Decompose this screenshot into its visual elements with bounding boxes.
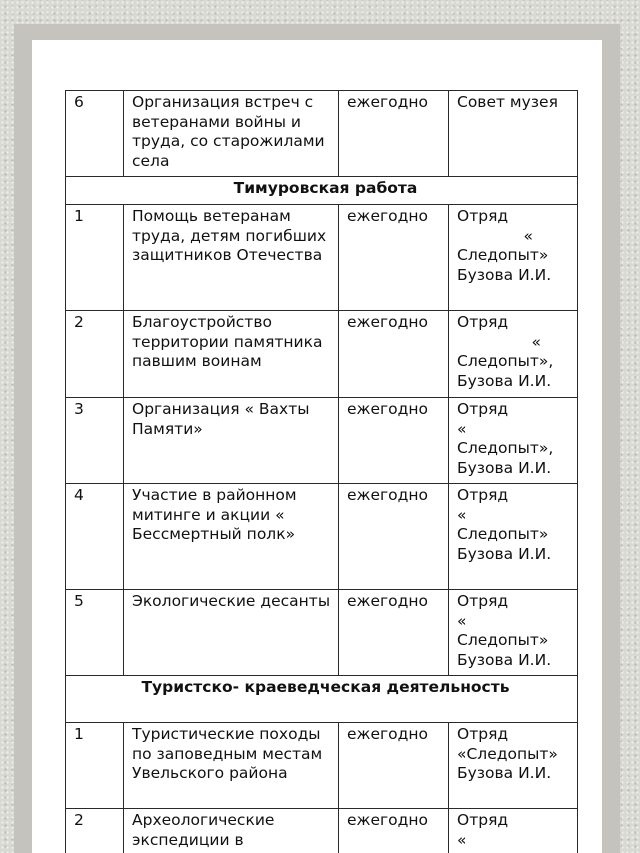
responsible-line: «: [457, 611, 467, 630]
responsible-line: Отряд: [457, 207, 509, 225]
period-cell: ежегодно: [339, 723, 449, 809]
responsible-line: «: [457, 830, 467, 849]
period-cell: ежегодно: [339, 484, 449, 590]
responsible-cell: [449, 590, 578, 676]
responsible-cell: [449, 484, 578, 590]
row-number: 3: [66, 398, 124, 484]
table-row: [66, 484, 578, 590]
row-number: 6: [66, 91, 124, 177]
activity-cell: Благоустройство территории памятника павшим воинам: [124, 311, 339, 398]
period-cell: ежегодно: [339, 809, 449, 853]
responsible-line: Следопыт»,: [457, 439, 554, 457]
responsible-line: Бузова И.И.: [457, 458, 552, 477]
responsible-line: «: [523, 226, 533, 245]
responsible-cell: [449, 91, 578, 177]
responsible-line: Бузова И.И.: [457, 371, 552, 390]
activity-cell: Помощь ветеранам труда, детям погибших защитников Отечества: [124, 205, 339, 311]
table-row: [66, 723, 578, 809]
activity-cell: Участие в районном митинге и акции « Бессмертный полк»: [124, 484, 339, 590]
document-page: [32, 40, 602, 853]
activity-cell: Туристические походы по заповедным местам Увельского района: [124, 723, 339, 809]
table-row: [66, 91, 578, 177]
responsible-line: Следопыт»,: [457, 352, 554, 370]
table-row: [66, 311, 578, 398]
table-row: [66, 398, 578, 484]
row-number: 1: [66, 205, 124, 311]
period-cell: ежегодно: [339, 590, 449, 676]
row-number: 2: [66, 809, 124, 853]
responsible-line: Отряд: [457, 592, 509, 610]
activities-table: [65, 90, 578, 853]
responsible-line: «Следопыт»: [457, 744, 558, 763]
responsible-line: Отряд: [457, 400, 509, 418]
responsible-cell: [449, 398, 578, 484]
responsible-line: «: [457, 505, 467, 524]
activity-cell: Археологические экспедиции в: [124, 809, 339, 853]
responsible-line: Бузова И.И.: [457, 650, 552, 669]
section-row: [66, 177, 578, 205]
responsible-line: Следопыт»: [457, 631, 549, 649]
activity-cell: Экологические десанты: [124, 590, 339, 676]
responsible-line: Бузова И.И.: [457, 265, 552, 284]
activity-cell: Организация « Вахты Памяти»: [124, 398, 339, 484]
row-number: 1: [66, 723, 124, 809]
period-cell: ежегодно: [339, 91, 449, 177]
responsible-line: «: [457, 419, 467, 438]
table-row: [66, 205, 578, 311]
row-number: 4: [66, 484, 124, 590]
responsible-line: Совет музея: [457, 93, 558, 111]
responsible-line: Отряд: [457, 486, 509, 504]
responsible-line: Следопыт»: [457, 525, 549, 543]
table-row: [66, 809, 578, 853]
period-cell: ежегодно: [339, 398, 449, 484]
section-title: Туристско- краеведческая деятельность: [66, 676, 578, 723]
section-title: Тимуровская работа: [66, 177, 578, 205]
activity-cell: Организация встреч с ветеранами войны и труда, со старожилами села: [124, 91, 339, 177]
table-row: [66, 590, 578, 676]
responsible-line: Отряд: [457, 811, 509, 829]
responsible-line: Бузова И.И.: [457, 764, 552, 782]
period-cell: ежегодно: [339, 311, 449, 398]
section-row: [66, 676, 578, 723]
responsible-line: Отряд: [457, 313, 509, 331]
responsible-line: Бузова И.И.: [457, 544, 552, 563]
responsible-cell: [449, 809, 578, 853]
responsible-cell: [449, 723, 578, 809]
row-number: 5: [66, 590, 124, 676]
responsible-cell: [449, 311, 578, 398]
responsible-line: «: [531, 332, 541, 351]
responsible-line: Следопыт»: [457, 246, 549, 264]
responsible-cell: [449, 205, 578, 311]
row-number: 2: [66, 311, 124, 398]
period-cell: ежегодно: [339, 205, 449, 311]
responsible-line: Отряд: [457, 725, 509, 743]
